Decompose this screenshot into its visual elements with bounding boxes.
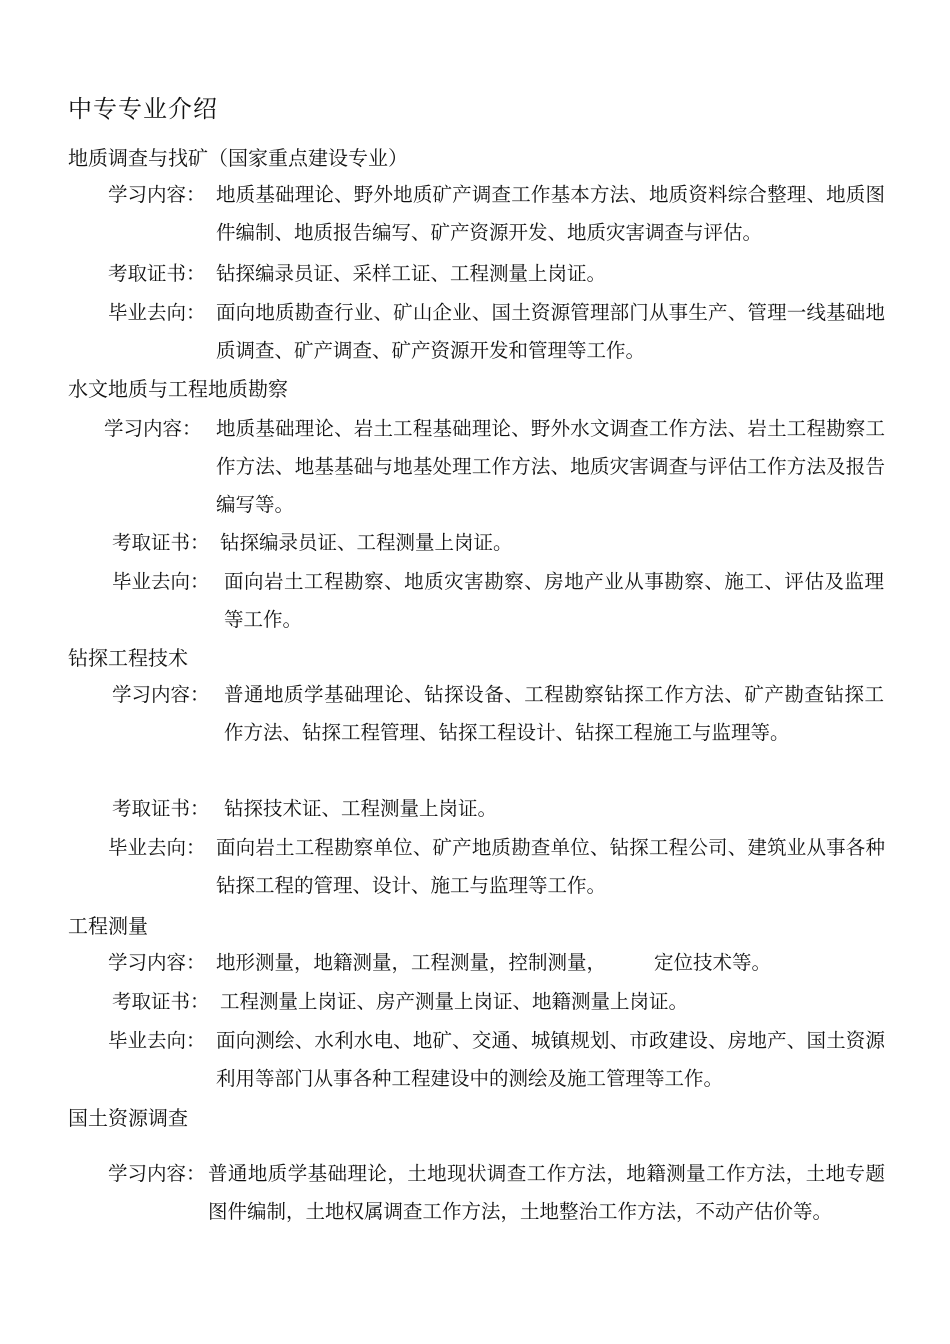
career-label: 毕业去向： xyxy=(108,1029,206,1052)
certificate-label: 考取证书： xyxy=(108,262,206,285)
study-content-text: 普通地质学基础理论，土地现状调查工作方法，地籍测量工作方法，土地专题图件编制，土地权属调查工作方法，土地整治工作方法，不动产估价等。 xyxy=(208,1162,885,1223)
study-content-row xyxy=(108,176,885,252)
certificate-text: 钻探编录员证、工程测量上岗证。 xyxy=(220,531,513,554)
study-content-text xyxy=(216,944,885,982)
career-label: 毕业去向： xyxy=(108,301,206,324)
study-content-row xyxy=(112,676,885,790)
study-content-row xyxy=(108,1155,885,1269)
study-content-part: 定位技术等。 xyxy=(654,951,772,974)
career-text: 面向地质勘查行业、矿山企业、国土资源管理部门从事生产、管理一线基础地质调查、矿产调查、矿产资源开发和管理等工作。 xyxy=(216,301,885,362)
study-content-text: 地质基础理论、岩土工程基础理论、野外水文调查工作方法、岩土工程勘察工作方法、地基基础与地基处理工作方法、地质灾害调查与评估工作方法及报告编写等。 xyxy=(216,417,885,516)
certificate-row xyxy=(112,790,885,828)
major-heading-hydrogeology: 水文地质与工程地质勘察 xyxy=(68,377,288,401)
study-label: 学习内容： xyxy=(108,1162,206,1185)
study-content-row xyxy=(108,944,885,982)
career-text: 面向测绘、水利水电、地矿、交通、城镇规划、市政建设、房地产、国土资源利用等部门从事各种工程建设中的测绘及施工管理等工作。 xyxy=(216,1029,885,1090)
major-heading-land-resources: 国土资源调查 xyxy=(68,1106,188,1130)
certificate-row xyxy=(108,255,885,293)
study-content-part: 地形测量，地籍测量，工程测量，控制测量， xyxy=(216,951,607,974)
major-heading-geology-survey: 地质调查与找矿（国家重点建设专业） xyxy=(68,146,408,170)
career-text: 面向岩土工程勘察单位、矿产地质勘查单位、钻探工程公司、建筑业从事各种钻探工程的管理、设计、施工与监理等工作。 xyxy=(216,836,885,897)
career-row xyxy=(108,829,885,905)
certificate-label: 考取证书： xyxy=(112,990,210,1013)
certificate-label: 考取证书： xyxy=(112,531,210,554)
study-label: 学习内容： xyxy=(104,417,202,440)
major-heading-surveying: 工程测量 xyxy=(68,914,148,938)
career-row xyxy=(112,563,885,639)
certificate-text: 钻探技术证、工程测量上岗证。 xyxy=(224,797,498,820)
study-label: 学习内容： xyxy=(108,183,206,206)
career-text: 面向岩土工程勘察、地质灾害勘察、房地产业从事勘察、施工、评估及监理等工作。 xyxy=(224,570,884,631)
career-label: 毕业去向： xyxy=(112,570,210,593)
career-row xyxy=(108,294,885,370)
study-content-text: 普通地质学基础理论、钻探设备、工程勘察钻探工作方法、矿产勘查钻探工作方法、钻探工程管理、钻探工程设计、钻探工程施工与监理等。 xyxy=(224,683,884,744)
study-content-row xyxy=(104,410,885,524)
certificate-row xyxy=(112,983,885,1021)
career-row xyxy=(108,1022,885,1098)
certificate-row xyxy=(112,524,885,562)
certificate-text: 钻探编录员证、采样工证、工程测量上岗证。 xyxy=(216,262,607,285)
study-content-text: 地质基础理论、野外地质矿产调查工作基本方法、地质资料综合整理、地质图件编制、地质报告编写、矿产资源开发、地质灾害调查与评估。 xyxy=(216,183,885,244)
study-label: 学习内容： xyxy=(112,683,210,706)
study-label: 学习内容： xyxy=(108,951,206,974)
career-label: 毕业去向： xyxy=(108,836,206,859)
major-heading-drilling: 钻探工程技术 xyxy=(68,646,188,670)
certificate-label: 考取证书： xyxy=(112,797,210,820)
certificate-text: 工程测量上岗证、房产测量上岗证、地籍测量上岗证。 xyxy=(220,990,689,1013)
page-title: 中专专业介绍 xyxy=(68,95,218,123)
